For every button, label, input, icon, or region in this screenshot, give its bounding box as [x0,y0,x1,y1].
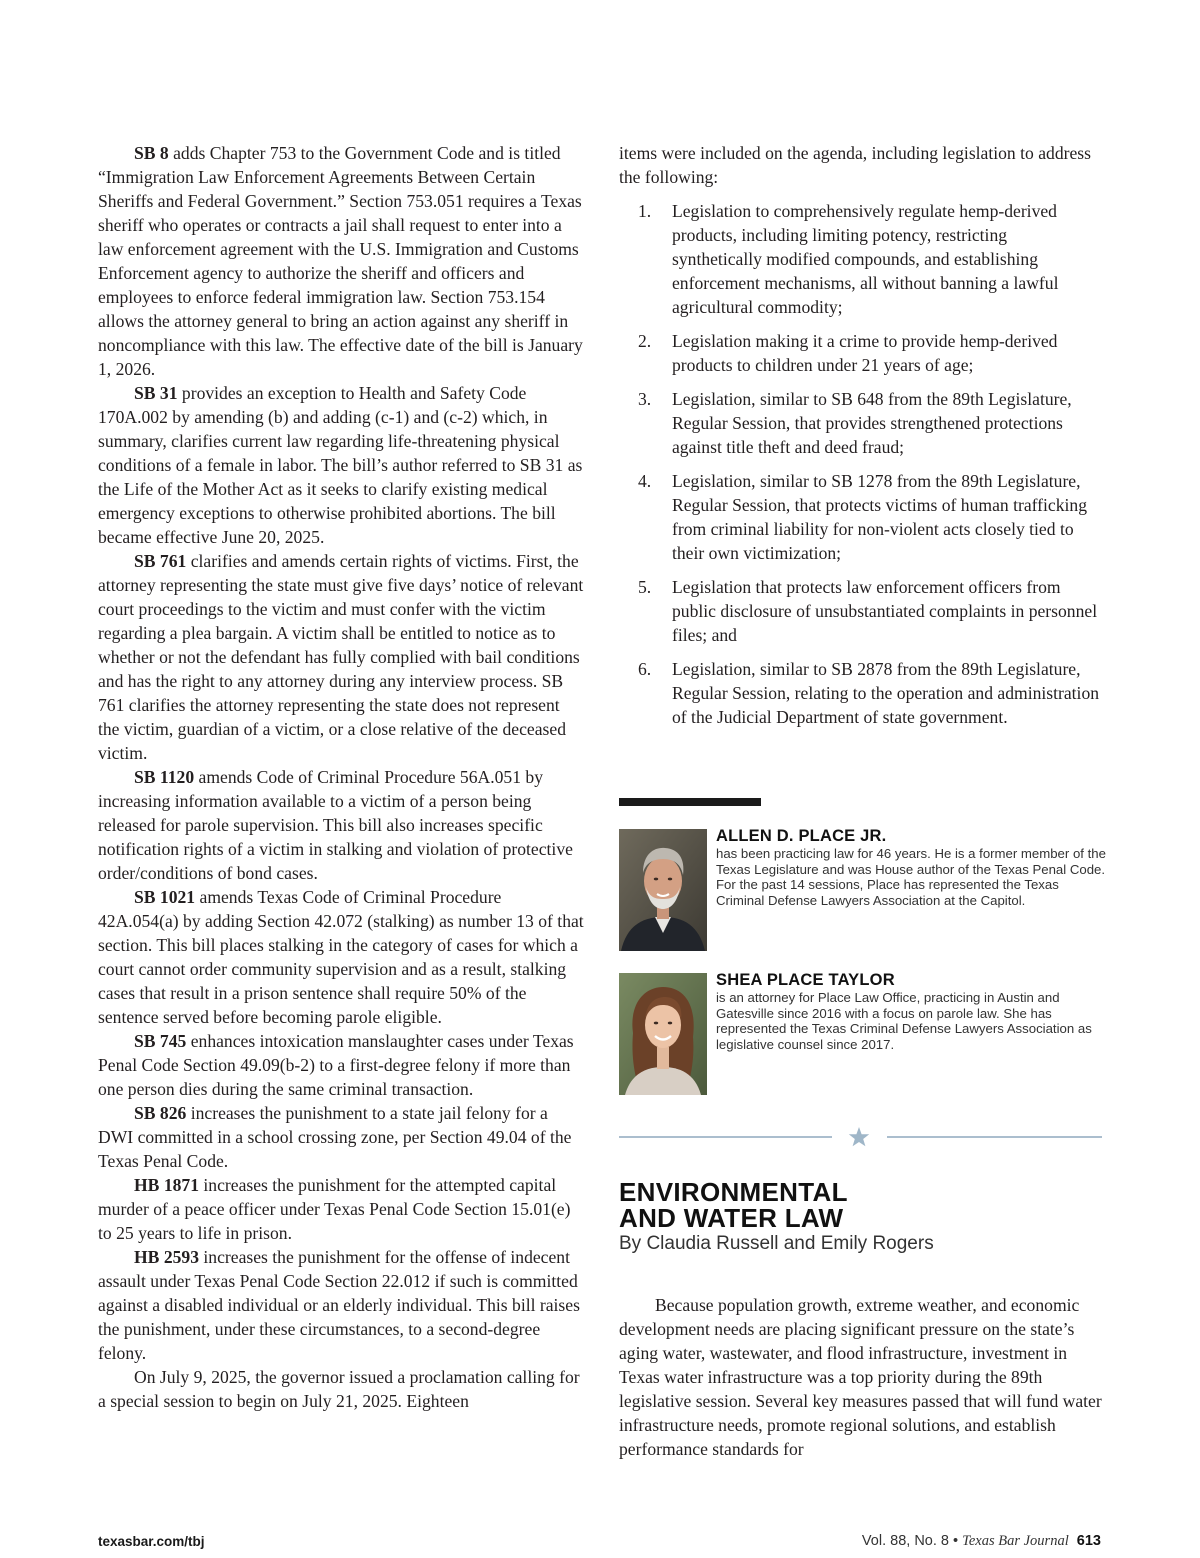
paragraph-sb761 [98,549,584,765]
footer-journal-name: Texas Bar Journal [962,1533,1069,1549]
bill-label: SB 31 [134,383,178,403]
list-number: 5. [638,577,652,597]
list-number: 6. [638,659,652,679]
bill-label: SB 761 [134,551,187,571]
paragraph-text: clarifies and amends certain rights of victims. First, the attorney representing the state must give five days’ notice of relevant court proceedings to the victim and must confer with the victim regarding a plea bargain. A victim shall be entitled to notice as to whether or not the defendant has fully complied with bail conditions and has the right to any attorney during any interview process. SB 761 clarifies the attorney representing the state does not represent the victim, guardian of a victim, or a close relative of the deceased victim. [98,551,584,763]
author-bio-block [716,971,1106,1052]
list-item [619,329,1101,377]
list-number: 4. [638,471,652,491]
bill-label: SB 745 [134,1031,187,1051]
paragraph-text: increases the punishment to a state jail felony for a DWI committed in a school crossing zone, per Section 49.04 of the Texas Penal Code. [98,1103,572,1171]
paragraph-text: amends Texas Code of Criminal Procedure 42A.054(a) by adding Section 42.072 (stalking) as number 13 of that section. This bill places stalking in the category of cases for which a court cannot order community supervision and as a result, stalking cases that result in a prison sentence shall require 50% of the sentence served before becoming parole eligible. [98,887,584,1027]
list-text: Legislation, similar to SB 2878 from the 89th Legislature, Regular Session, relating to the operation and administration of the Judicial Department of state government. [672,659,1100,727]
list-text: Legislation that protects law enforcement officers from public disclosure of unsubstantiated complaints in personnel files; and [672,577,1098,645]
paragraph-hb2593 [98,1245,584,1365]
list-item [619,657,1101,729]
bill-label: SB 826 [134,1103,187,1123]
paragraph-sb1021 [98,885,584,1029]
list-text: Legislation, similar to SB 648 from the 89th Legislature, Regular Session, that provides strengthened protections against title theft and deed fraud; [672,389,1072,457]
author-photo [619,973,707,1095]
section-title-line1: ENVIRONMENTAL [619,1177,848,1207]
paragraph-text: increases the punishment for the offense of indecent assault under Texas Penal Code Section 22.012 if such is committed against a disabled individual or an elderly individual. This bill raises the punishment, under these circumstances, to a second-degree felony. [98,1247,580,1363]
paragraph-special-session: On July 9, 2025, the governor issued a proclamation calling for a special session to begin on July 21, 2025. Eighteen [98,1367,580,1411]
paragraph-sb31 [98,381,584,549]
author-bio: has been practicing law for 46 years. He is a former member of the Texas Legislature and was House author of the Texas Penal Code. For the past 14 sessions, Place has represented the Texas Criminal Defense Lawyers Association at the Capitol. [716,846,1106,908]
agenda-list [619,199,1101,729]
section-body [619,1293,1107,1461]
section-title-line2: AND WATER LAW [619,1203,844,1233]
list-item [619,469,1101,565]
author-bio: is an attorney for Place Law Office, practicing in Austin and Gatesville since 2016 with a focus on parole law. She has represented the Texas Criminal Defense Lawyers Association as legislative counsel since 2017. [716,990,1092,1052]
list-number: 1. [638,201,652,221]
author-allen-place [619,829,1109,955]
author-name: ALLEN D. PLACE JR. [716,827,887,845]
bill-label: HB 1871 [134,1175,200,1195]
author-shea-place-taylor [619,973,1109,1099]
paragraph-hb1871 [98,1173,584,1245]
paragraph-sb8 [98,141,584,381]
section-divider [619,1124,1102,1150]
list-item [619,199,1101,319]
author-section-rule [619,798,761,806]
bill-label: SB 1120 [134,767,195,787]
star-icon [849,1127,869,1146]
list-number: 2. [638,331,652,351]
author-name: SHEA PLACE TAYLOR [716,971,895,989]
paragraph-sb826 [98,1101,584,1173]
paragraph-sb1120 [98,765,584,885]
author-bio-block [716,827,1106,908]
paragraph-text: adds Chapter 753 to the Government Code and is titled “Immigration Law Enforcement Agreements Between Certain Sheriffs and Federal Government.” Section 753.051 requires a Texas sheriff who operates or contracts a jail shall request to enter into a law enforcement agreement with the U.S. Immigration and Customs Enforcement agency to authorize the sheriff and officers and employees to enforce federal immigration law. Section 753.154 allows the attorney general to bring an action against any sheriff in noncompliance with this law. The effective date of the bill is January 1, 2026. [98,143,583,379]
section-byline: By Claudia Russell and Emily Rogers [619,1233,934,1254]
list-item [619,387,1101,459]
footer-page-info [862,1533,1101,1550]
paragraph-text: provides an exception to Health and Safety Code 170A.002 by amending (b) and adding (c-1) and (c-2) which, in summary, clarifies current law regarding life-threatening physical conditions of a female in labor. The bill’s author referred to SB 31 as the Life of the Mother Act as it seeks to clarify existing medical emergency exceptions to otherwise prohibited abortions. The bill became effective June 20, 2025. [98,383,583,547]
bill-label: SB 1021 [134,887,196,907]
footer-site-link[interactable]: texasbar.com/tbj [98,1534,205,1549]
list-text: Legislation to comprehensively regulate hemp-derived products, including limiting potency, restricting synthetically modified compounds, and establishing enforcement mechanisms, all without banning a lawful agricultural commodity; [672,201,1059,317]
list-text: Legislation making it a crime to provide hemp-derived products to children under 21 years of age; [672,331,1058,375]
footer-volume: Vol. 88, No. 8 [861,1533,949,1549]
list-text: Legislation, similar to SB 1278 from the 89th Legislature, Regular Session, that protects victims of human trafficking from criminal liability for non-violent acts closely tied to their own victimization; [672,471,1087,563]
bill-label: HB 2593 [134,1247,200,1267]
left-column [98,141,584,1413]
section-body-paragraph: Because population growth, extreme weather, and economic development needs are placing significant pressure on the state’s aging water, wastewater, and flood infrastructure, investment in Texas water infrastructure was a top priority during the 89th legislative session. Several key measures passed that will fund water infrastructure needs, promote regional solutions, and establish performance standards for [619,1295,1102,1459]
paragraph-text: amends Code of Criminal Procedure 56A.051 by increasing information available to a victim of a person being released for parole supervision. This bill also increases specific notification rights of a victim in stalking and violation of protective order/conditions of bond cases. [98,767,573,883]
paragraph-sb745 [98,1029,584,1101]
paragraph-text: enhances intoxication manslaughter cases under Texas Penal Code Section 49.09(b-2) to a first-degree felony if more than one person dies during the same criminal transaction. [98,1031,574,1099]
list-number: 3. [638,389,652,409]
footer-bullet: • [953,1533,959,1549]
right-column [619,141,1101,739]
agenda-intro: items were included on the agenda, including legislation to address the following: [619,143,1091,187]
paragraph-text: increases the punishment for the attempted capital murder of a peace officer under Texas Penal Code Section 15.01(e) to 25 years to life in prison. [98,1175,571,1243]
list-item [619,575,1101,647]
bill-label: SB 8 [134,143,169,163]
footer-page-number: 613 [1076,1533,1101,1549]
section-title [619,1179,1099,1231]
author-photo [619,829,707,951]
